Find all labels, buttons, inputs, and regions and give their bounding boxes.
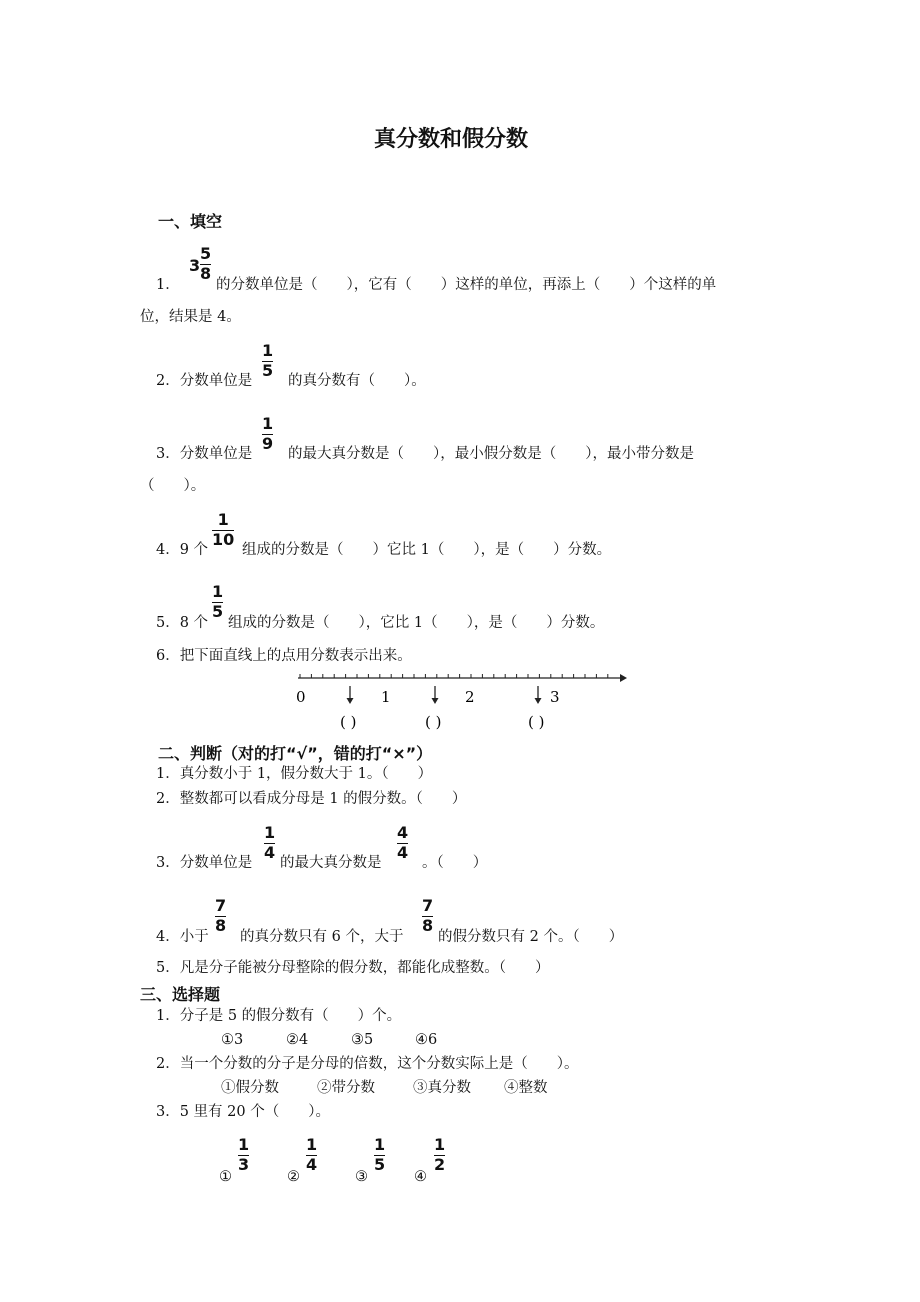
- down-arrow-icon: [432, 686, 439, 704]
- number-line-label: 2: [465, 688, 475, 706]
- question-number: 1．: [156, 277, 180, 293]
- choice-mark: ③: [355, 1169, 368, 1185]
- number-line-arrowhead: [620, 674, 627, 682]
- question-text: 组成的分数是（ ）它比 1（ ），是（ ）分数。: [242, 542, 612, 558]
- choice-option: ②带分数: [317, 1080, 375, 1096]
- question-text: 的分数单位是（ ），它有（ ）这样的单位，再添上（ ）个这样的单: [216, 277, 717, 293]
- fraction: [397, 825, 408, 861]
- fraction-denominator: 9: [262, 434, 274, 453]
- section-heading-true-false: 二、判断（对的打“√”，错的打“×”）: [158, 744, 433, 763]
- question-text: 2．整数都可以看成分母是 1 的假分数。（ ）: [156, 791, 467, 807]
- fraction-denominator: 8: [200, 264, 212, 283]
- question-text: 2．当一个分数的分子是分母的倍数，这个分数实际上是（ ）。: [156, 1056, 579, 1072]
- question-text: 1．分子是 5 的假分数有（ ）个。: [156, 1008, 402, 1024]
- number-line-label: 3: [550, 688, 560, 706]
- fraction-denominator: 5: [212, 602, 224, 621]
- fraction: [422, 898, 433, 934]
- fraction: [215, 898, 226, 934]
- fraction: [212, 584, 223, 620]
- fraction-denominator: 8: [215, 916, 227, 935]
- fraction-numerator: 1: [262, 414, 274, 433]
- fraction-denominator: 4: [397, 843, 409, 862]
- fraction-denominator: 8: [422, 916, 434, 935]
- number-line-label: 1: [381, 688, 391, 706]
- question-text: 4．9 个: [156, 542, 209, 558]
- fraction-numerator: 1: [238, 1135, 250, 1154]
- fraction: [212, 512, 234, 548]
- question-text: 的最大真分数是: [280, 855, 382, 871]
- fraction: [262, 416, 273, 452]
- question-text: 2．分数单位是: [156, 373, 253, 389]
- fraction-numerator: 1: [264, 823, 276, 842]
- question-text: 3．分数单位是: [156, 855, 253, 871]
- choice-mark: ①: [219, 1169, 232, 1185]
- question-text: （ ）。: [140, 478, 206, 494]
- fraction-denominator: 5: [374, 1155, 386, 1174]
- question-text: 的最大真分数是（ ），最小假分数是（ ），最小带分数是: [288, 446, 694, 462]
- fraction-denominator: 2: [434, 1155, 446, 1174]
- question-text: 。（ ）: [422, 855, 488, 871]
- number-line-figure: [290, 668, 630, 734]
- fraction-numerator: 5: [200, 244, 212, 263]
- fraction-numerator: 1: [434, 1135, 446, 1154]
- choice-option: ④整数: [504, 1080, 548, 1096]
- fraction: [264, 825, 275, 861]
- question-text: 4．小于: [156, 929, 209, 945]
- fraction-numerator: 1: [374, 1135, 386, 1154]
- answer-blank: ( ): [340, 713, 357, 731]
- page-title: 真分数和假分数: [374, 127, 529, 152]
- fraction-numerator: 1: [217, 510, 229, 529]
- question-text: 的真分数只有 6 个，大于: [240, 929, 404, 945]
- fraction-numerator: 7: [422, 896, 434, 915]
- fraction-numerator: 1: [262, 341, 274, 360]
- fraction: [306, 1137, 317, 1173]
- question-text: 3．分数单位是: [156, 446, 253, 462]
- fraction: [238, 1137, 249, 1173]
- question-text: 的假分数只有 2 个。（ ）: [438, 929, 624, 945]
- fraction-denominator: 5: [262, 361, 274, 380]
- mixed-number-whole: 3: [189, 256, 201, 275]
- choice-option: ①假分数: [221, 1080, 279, 1096]
- question-text: 位，结果是 4。: [140, 309, 241, 325]
- choice-option: ②4: [286, 1032, 309, 1048]
- choice-option: ④6: [415, 1032, 438, 1048]
- question-text: 1．真分数小于 1，假分数大于 1。（ ）: [156, 766, 433, 782]
- answer-blank: ( ): [528, 713, 545, 731]
- choice-option: ③真分数: [413, 1080, 471, 1096]
- section-heading-multiple-choice: 三、选择题: [140, 985, 221, 1004]
- fraction-numerator: 4: [397, 823, 409, 842]
- fraction: [374, 1137, 385, 1173]
- fraction-numerator: 7: [215, 896, 227, 915]
- fraction-denominator: 4: [264, 843, 276, 862]
- section-heading-fill-blank: 一、填空: [158, 212, 223, 231]
- down-arrow-icon: [535, 686, 542, 704]
- fraction-denominator: 4: [306, 1155, 318, 1174]
- question-text: 的真分数有（ ）。: [288, 373, 426, 389]
- fraction-numerator: 1: [306, 1135, 318, 1154]
- choice-option: ③5: [351, 1032, 374, 1048]
- fraction: [262, 343, 273, 379]
- fraction-numerator: 1: [212, 582, 224, 601]
- number-line-label: 0: [296, 688, 306, 706]
- question-text: 6．把下面直线上的点用分数表示出来。: [156, 648, 412, 664]
- question-text: 5．8 个: [156, 615, 209, 631]
- question-text: 5．凡是分子能被分母整除的假分数，都能化成整数。（ ）: [156, 960, 550, 976]
- answer-blank: ( ): [425, 713, 442, 731]
- fraction: [434, 1137, 445, 1173]
- choice-option: ①3: [221, 1032, 244, 1048]
- choice-mark: ④: [414, 1169, 427, 1185]
- fraction-denominator: 10: [212, 530, 235, 549]
- down-arrow-icon: [347, 686, 354, 704]
- choice-mark: ②: [287, 1169, 300, 1185]
- fraction: [200, 246, 211, 282]
- question-text: 组成的分数是（ ），它比 1（ ），是（ ）分数。: [228, 615, 605, 631]
- question-text: 3．5 里有 20 个（ ）。: [156, 1104, 330, 1120]
- fraction-denominator: 3: [238, 1155, 250, 1174]
